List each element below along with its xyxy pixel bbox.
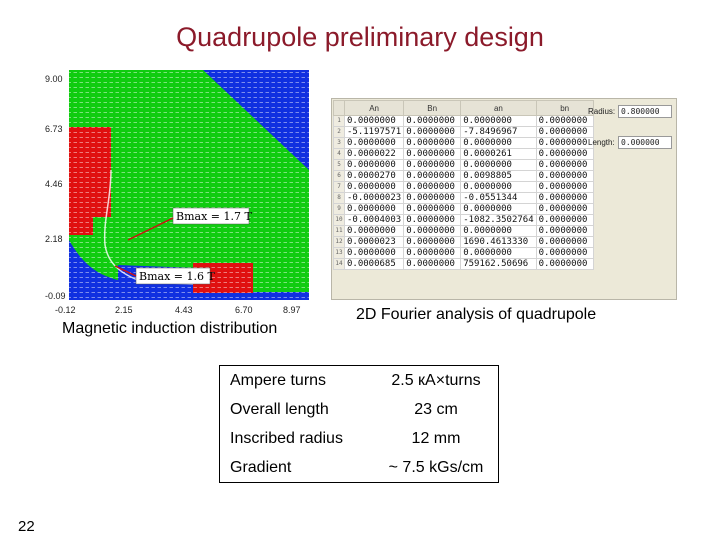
fourier-cell[interactable]: 0.0000000 (536, 116, 593, 127)
field-map-caption: Magnetic induction distribution (62, 320, 278, 337)
parameter-row (220, 366, 499, 396)
fourier-index-header (334, 101, 345, 116)
fourier-row-index: 1 (334, 116, 345, 127)
fourier-cell[interactable]: 0.0000000 (536, 138, 593, 149)
fourier-row-index: 3 (334, 138, 345, 149)
fourier-cell[interactable]: 0.0000000 (461, 248, 536, 259)
fourier-cell[interactable]: 0.0000000 (345, 116, 404, 127)
fourier-table-window (331, 98, 677, 300)
fourier-cell[interactable]: 0.0000000 (536, 248, 593, 259)
annotation-bmax-2: Bmax = 1.6 T (139, 270, 215, 283)
fourier-side-panel (588, 105, 674, 167)
parameter-label: Overall length (230, 400, 329, 418)
x-tick-label: 6.70 (235, 305, 253, 315)
radius-field[interactable]: 0.800000 (618, 105, 672, 118)
fourier-cell[interactable]: -5.1197571 (345, 127, 404, 138)
fourier-cell[interactable]: 0.0000022 (345, 149, 404, 160)
fourier-row-index: 14 (334, 259, 345, 270)
fourier-cell[interactable]: -7.8496967 (461, 127, 536, 138)
fourier-caption: 2D Fourier analysis of quadrupole (356, 306, 597, 323)
x-tick-label: 8.97 (283, 305, 301, 315)
parameter-label: Inscribed radius (230, 429, 343, 447)
fourier-cell[interactable]: 0.0098805 (461, 171, 536, 182)
fourier-cell[interactable]: 0.0000000 (536, 193, 593, 204)
fourier-col-header[interactable]: an (461, 101, 536, 116)
fourier-cell[interactable]: 0.0000000 (536, 149, 593, 160)
fourier-row (334, 193, 594, 204)
fourier-cell[interactable]: 0.0000000 (345, 182, 404, 193)
parameter-row (220, 424, 499, 453)
parameter-value: 23 cm (414, 400, 458, 418)
fourier-cell[interactable]: 0.0000000 (536, 160, 593, 171)
fourier-cell[interactable]: 0.0000000 (345, 160, 404, 171)
fourier-row (334, 149, 594, 160)
parameter-value: 12 mm (411, 429, 461, 447)
fourier-cell[interactable]: 0.0000000 (404, 226, 461, 237)
fourier-cell[interactable]: 0.0000000 (404, 182, 461, 193)
fourier-cell[interactable]: 1690.4613330 (461, 237, 536, 248)
x-tick-label: 4.43 (175, 305, 193, 315)
fourier-row (334, 127, 594, 138)
fourier-cell[interactable]: 0.0000000 (404, 204, 461, 215)
fourier-row-index: 13 (334, 248, 345, 259)
length-label: Length: (588, 138, 615, 147)
fourier-row (334, 182, 594, 193)
parameter-value: ~ 7.5 kGs/cm (388, 458, 484, 476)
x-tick-label: 2.15 (115, 305, 133, 315)
fourier-cell[interactable]: 0.0000000 (404, 215, 461, 226)
fourier-cell[interactable]: 0.0000000 (404, 259, 461, 270)
y-tick-label: 2.18 (45, 234, 63, 244)
fourier-cell[interactable]: 0.0000000 (404, 237, 461, 248)
x-tick-label: -0.12 (55, 305, 76, 315)
fourier-col-header[interactable]: An (345, 101, 404, 116)
y-tick-label: 4.46 (45, 179, 63, 189)
fourier-row-index: 12 (334, 237, 345, 248)
fourier-row (334, 160, 594, 171)
fourier-cell[interactable]: 0.0000000 (461, 116, 536, 127)
slide-title: Quadrupole preliminary design (176, 22, 544, 52)
fourier-cell[interactable]: 0.0000261 (461, 149, 536, 160)
parameter-row (220, 453, 499, 483)
fourier-table (333, 100, 594, 270)
fourier-row-index: 9 (334, 204, 345, 215)
fourier-row-index: 6 (334, 171, 345, 182)
fourier-cell[interactable]: 0.0000000 (345, 138, 404, 149)
fourier-cell[interactable]: -0.0004003 (345, 215, 404, 226)
fourier-cell[interactable]: 0.0000000 (345, 226, 404, 237)
fourier-cell[interactable]: 0.0000000 (404, 160, 461, 171)
fourier-cell[interactable]: 0.0000000 (536, 226, 593, 237)
fourier-cell[interactable]: 0.0000000 (536, 171, 593, 182)
fourier-cell[interactable]: -0.0000023 (345, 193, 404, 204)
fourier-row (334, 171, 594, 182)
fourier-row-index: 8 (334, 193, 345, 204)
radius-label: Radius: (588, 107, 616, 116)
parameters-table (219, 365, 499, 483)
fourier-row (334, 248, 594, 259)
length-field[interactable]: 0.000000 (618, 136, 672, 149)
fourier-cell[interactable]: -1082.3502764 (461, 215, 536, 226)
fourier-cell[interactable]: 0.0000000 (345, 204, 404, 215)
y-tick-label: 6.73 (45, 124, 63, 134)
fourier-row (334, 237, 594, 248)
fourier-cell[interactable]: 0.0000000 (536, 127, 593, 138)
fourier-row-index: 4 (334, 149, 345, 160)
field-map (43, 70, 309, 317)
fourier-row-index: 11 (334, 226, 345, 237)
fourier-row-index: 10 (334, 215, 345, 226)
fourier-cell[interactable]: 0.0000000 (404, 248, 461, 259)
fourier-cell[interactable]: 0.0000000 (404, 193, 461, 204)
fourier-cell[interactable]: 0.0000023 (345, 237, 404, 248)
fourier-row (334, 226, 594, 237)
fourier-row (334, 116, 594, 127)
parameter-row (220, 395, 499, 424)
fourier-cell[interactable]: 0.0000000 (536, 237, 593, 248)
fourier-row (334, 204, 594, 215)
fourier-cell[interactable]: 0.0000000 (345, 248, 404, 259)
fourier-row (334, 259, 594, 270)
fourier-col-header[interactable]: bn (536, 101, 593, 116)
fourier-cell[interactable]: 0.0000000 (536, 259, 593, 270)
fourier-cell[interactable]: 759162.50696 (461, 259, 536, 270)
parameter-value: 2.5 кA×turns (391, 371, 481, 389)
fourier-row (334, 215, 594, 226)
fourier-row (334, 138, 594, 149)
fourier-cell[interactable]: 0.0000000 (404, 149, 461, 160)
fourier-cell[interactable]: 0.0000000 (404, 138, 461, 149)
fourier-cell[interactable]: 0.0000270 (345, 171, 404, 182)
y-tick-label: -0.09 (45, 291, 66, 301)
fourier-cell[interactable]: 0.0000000 (461, 204, 536, 215)
fourier-cell[interactable]: 0.0000685 (345, 259, 404, 270)
parameter-label: Ampere turns (230, 371, 327, 389)
fourier-cell[interactable]: 0.0000000 (404, 127, 461, 138)
fourier-col-header[interactable]: Bn (404, 101, 461, 116)
parameter-label: Gradient (230, 458, 292, 476)
fourier-cell[interactable]: -0.0551344 (461, 193, 536, 204)
fourier-cell[interactable]: 0.0000000 (461, 182, 536, 193)
fourier-cell[interactable]: 0.0000000 (461, 226, 536, 237)
fourier-cell[interactable]: 0.0000000 (536, 204, 593, 215)
fourier-cell[interactable]: 0.0000000 (461, 160, 536, 171)
fourier-cell[interactable]: 0.0000000 (461, 138, 536, 149)
y-tick-label: 9.00 (45, 74, 63, 84)
fourier-cell[interactable]: 0.0000000 (536, 215, 593, 226)
fourier-cell[interactable]: 0.0000000 (404, 116, 461, 127)
fourier-cell[interactable]: 0.0000000 (404, 171, 461, 182)
annotation-bmax-1: Bmax = 1.7 T (176, 210, 252, 223)
fourier-row-index: 5 (334, 160, 345, 171)
page-number: 22 (18, 518, 35, 535)
fourier-row-index: 7 (334, 182, 345, 193)
fourier-row-index: 2 (334, 127, 345, 138)
fourier-cell[interactable]: 0.0000000 (536, 182, 593, 193)
